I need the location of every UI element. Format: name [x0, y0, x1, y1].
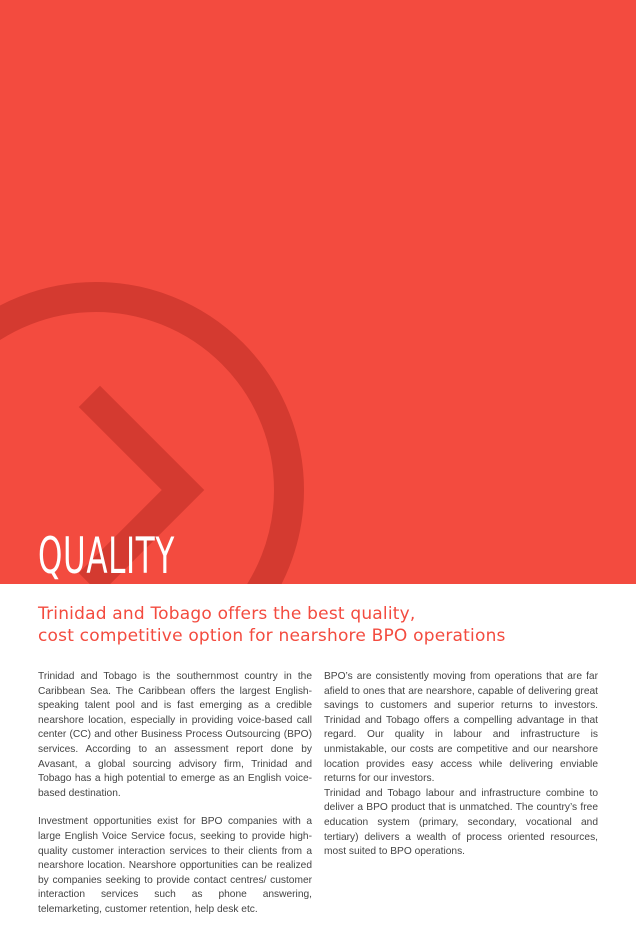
- paragraph: Trinidad and Tobago labour and infrastructure combine to deliver a BPO product that is unmatched. The country’s free education system (primary, secondary, vocational and tertiary) delivers a wealth of process oriented resources, most suited to BPO operations.: [324, 787, 598, 858]
- subtitle-line-1: Trinidad and Tobago offers the best quality,: [38, 604, 416, 624]
- paragraph: BPO’s are consistently moving from operations that are far afield to ones that are nearshore, capable of delivering great savings to customers and superior returns to investors. Trinidad and Tobago offers a compelling advantage in that regard. Our quality in labour and infrastructure is unmistakable, our costs are competitive and our nearshore location provides easy access while delivering enviable returns for our investors.: [324, 671, 598, 785]
- paragraph: Investment opportunities exist for BPO companies with a large English Voice Service focus, seeking to provide high-quality customer interaction services to their clients from a nearshore location. Nearshore opportunities can be realized by companies seeking to provide contact centres/ customer interaction services such as phone answering, telemarketing, customer retention, help desk etc.: [38, 816, 312, 915]
- body-column-left: [38, 670, 312, 932]
- paragraph: Trinidad and Tobago is the southernmost country in the Caribbean Sea. The Caribbean offers the largest English-speaking talent pool and is fast emerging as a credible nearshore location, especially in providing voice-based call center (CC) and other Business Process Outsourcing (BPO) services. According to an assessment report done by Avasant, a global sourcing advisory firm, Trinidad and Tobago has a high potential to emerge as an English voice-based destination.: [38, 671, 312, 799]
- body-column-right: [324, 670, 598, 860]
- subtitle: [38, 603, 618, 647]
- subtitle-line-2: cost competitive option for nearshore BPO operations: [38, 626, 506, 646]
- page-title: QUALITY: [38, 527, 175, 584]
